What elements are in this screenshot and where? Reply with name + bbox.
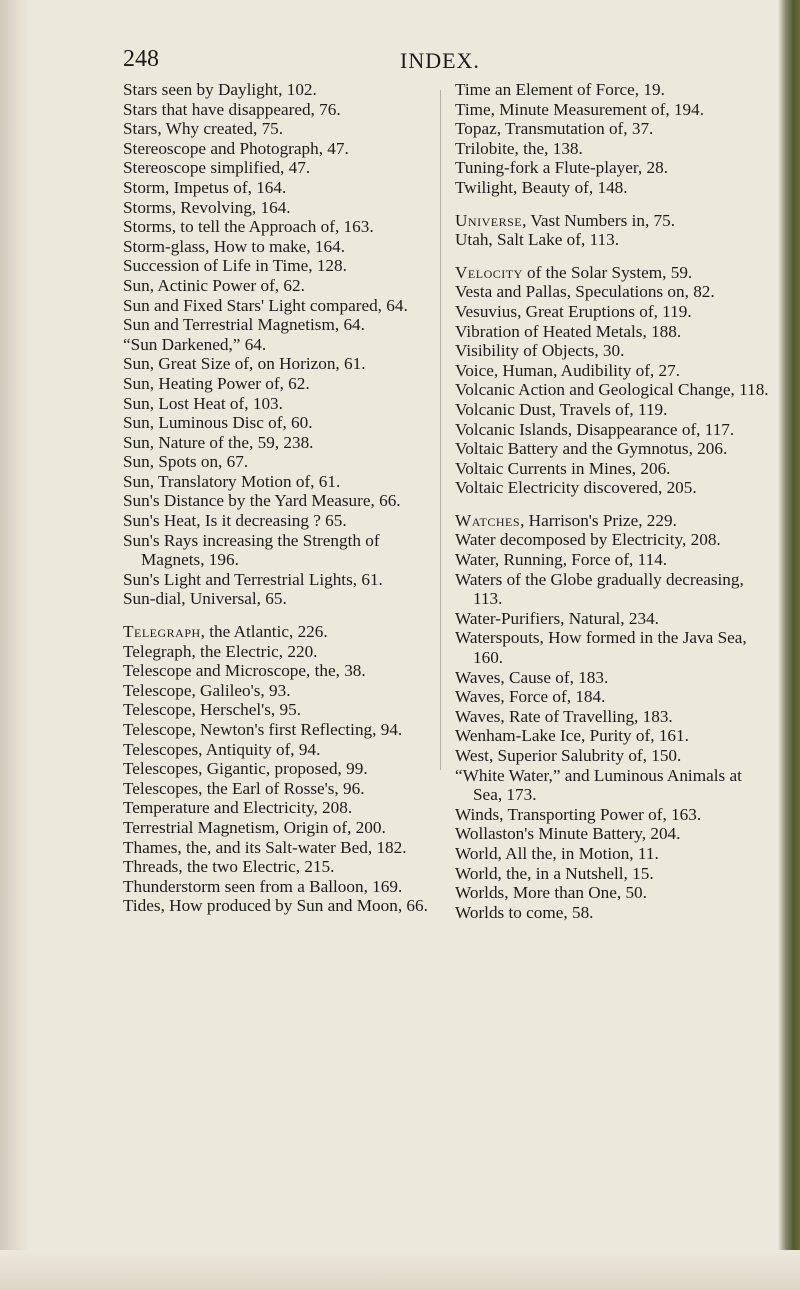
index-entry xyxy=(455,668,770,688)
index-entry-text: Voice, Human, Audibility of, 27. xyxy=(455,360,681,380)
index-entry-text: Sun's Distance by the Yard Measure, 66. xyxy=(123,491,401,511)
index-entry xyxy=(455,230,770,250)
index-entry xyxy=(123,642,435,662)
index-entry xyxy=(123,315,435,335)
index-entry xyxy=(455,302,770,322)
index-entry xyxy=(455,341,770,361)
index-entry xyxy=(455,766,770,805)
index-entry-text: Storm, Impetus of, 164. xyxy=(123,177,287,197)
index-entry-text: Voltaic Currents in Mines, 206. xyxy=(455,458,671,478)
index-entry xyxy=(123,857,435,877)
index-entry xyxy=(123,119,435,139)
index-entry-text: Temperature and Electricity, 208. xyxy=(123,798,353,818)
index-entry-text: Voltaic Battery and the Gymnotus, 206. xyxy=(455,439,728,459)
index-entry xyxy=(123,491,435,511)
index-entry-text: Volcanic Action and Geological Change, 118. xyxy=(455,380,769,400)
index-entry xyxy=(455,282,770,302)
index-entry xyxy=(123,759,435,779)
index-entry-text: Terrestrial Magnetism, Origin of, 200. xyxy=(123,817,386,837)
index-entry xyxy=(123,178,435,198)
index-entry xyxy=(455,570,770,609)
index-entry-text: Telescope, Newton's first Reflecting, 94. xyxy=(123,720,403,739)
index-entry-text: Waterspouts, How formed in the Java Sea, 160. xyxy=(455,628,747,668)
index-entry xyxy=(455,420,770,440)
index-entry-text: Sun, Actinic Power of, 62. xyxy=(123,275,305,295)
index-entry xyxy=(455,211,770,231)
index-entry-text: Worlds to come, 58. xyxy=(455,902,594,922)
page-header xyxy=(0,40,800,80)
index-entry-text: Visibility of Objects, 30. xyxy=(455,341,625,361)
index-entry-text: Telescopes, the Earl of Rosse's, 96. xyxy=(123,778,365,798)
index-entry-text: Volcanic Islands, Disappearance of, 117. xyxy=(455,419,735,439)
index-entry-text: Utah, Salt Lake of, 113. xyxy=(455,230,620,250)
index-entry xyxy=(455,687,770,707)
index-entry-text: Vesuvius, Great Eruptions of, 119. xyxy=(455,301,692,321)
index-entry xyxy=(455,361,770,381)
index-entry-text: Worlds, More than One, 50. xyxy=(455,883,647,903)
index-entry-text: Tides, How produced by Sun and Moon, 66. xyxy=(123,896,428,916)
index-entry xyxy=(455,400,770,420)
index-entry-text: Stereoscope simplified, 47. xyxy=(123,158,311,178)
index-column-right xyxy=(455,80,770,922)
index-entry-text: Stars seen by Daylight, 102. xyxy=(123,80,317,99)
index-entry-text: Waters of the Globe gradually decreasing, 113. xyxy=(455,569,744,609)
index-entry-text: Telegraph, the Electric, 220. xyxy=(123,641,318,661)
index-entry-text: Waves, Rate of Travelling, 183. xyxy=(455,706,673,726)
index-entry xyxy=(123,622,435,642)
index-entry xyxy=(455,380,770,400)
index-entry-text: Telescopes, Gigantic, proposed, 99. xyxy=(123,759,368,779)
index-entry-text: Sun, Translatory Motion of, 61. xyxy=(123,471,341,491)
index-entry-text: Wenham-Lake Ice, Purity of, 161. xyxy=(455,726,689,746)
index-entry xyxy=(123,896,435,916)
index-entry-text: Time an Element of Force, 19. xyxy=(455,80,665,99)
index-entry xyxy=(123,256,435,276)
index-entry-text: Storms, Revolving, 164. xyxy=(123,197,291,217)
index-entry xyxy=(123,139,435,159)
index-entry xyxy=(455,459,770,479)
index-entry-text: Trilobite, the, 138. xyxy=(455,138,583,158)
index-entry xyxy=(455,609,770,629)
index-entry-text: Stereoscope and Photograph, 47. xyxy=(123,138,349,158)
index-entry xyxy=(455,119,770,139)
index-entry-text: Sun, Nature of the, 59, 238. xyxy=(123,432,314,452)
index-entry-text: of the Solar System, 59. xyxy=(522,262,693,282)
index-entry xyxy=(123,661,435,681)
index-entry xyxy=(123,276,435,296)
index-entry xyxy=(455,100,770,120)
index-entry xyxy=(123,589,435,609)
index-entry xyxy=(123,354,435,374)
index-entry xyxy=(455,746,770,766)
index-entry xyxy=(123,80,435,100)
index-entry xyxy=(455,139,770,159)
index-entry-text: World, All the, in Motion, 11. xyxy=(455,843,659,863)
index-entry xyxy=(123,335,435,355)
index-entry xyxy=(455,628,770,667)
index-entry-text: Sun's Heat, Is it decreasing ? 65. xyxy=(123,511,347,531)
index-entry-text: Tuning-fork a Flute-player, 28. xyxy=(455,158,669,178)
index-entry xyxy=(123,570,435,590)
index-entry xyxy=(123,296,435,316)
index-entry-text: Sun-dial, Universal, 65. xyxy=(123,589,287,609)
index-entry xyxy=(455,883,770,903)
index-entry xyxy=(455,511,770,531)
index-entry-text: Water, Running, Force of, 114. xyxy=(455,550,668,570)
book-gutter xyxy=(0,0,30,1290)
index-entry xyxy=(123,413,435,433)
index-entry xyxy=(123,100,435,120)
page-edge xyxy=(778,0,800,1290)
index-entry-text: Water decomposed by Electricity, 208. xyxy=(455,530,721,550)
index-entry xyxy=(123,838,435,858)
index-entry xyxy=(123,779,435,799)
index-entry-text: “Sun Darkened,” 64. xyxy=(123,334,267,354)
index-entry-text: Water-Purifiers, Natural, 234. xyxy=(455,608,659,628)
index-entry xyxy=(455,707,770,727)
index-entry xyxy=(455,844,770,864)
index-entry xyxy=(455,824,770,844)
index-entry-text: Stars that have disappeared, 76. xyxy=(123,99,341,119)
index-entry xyxy=(455,805,770,825)
index-entry-text: Twilight, Beauty of, 148. xyxy=(455,177,628,197)
index-entry-text: Voltaic Electricity discovered, 205. xyxy=(455,478,697,498)
index-entry xyxy=(123,198,435,218)
index-entry-text: Waves, Force of, 184. xyxy=(455,687,606,707)
index-entry xyxy=(455,530,770,550)
index-entry xyxy=(123,452,435,472)
index-entry-text: Vesta and Pallas, Speculations on, 82. xyxy=(455,282,715,302)
index-entry-text: , Harrison's Prize, 229. xyxy=(520,510,677,530)
index-entry xyxy=(123,818,435,838)
index-entry xyxy=(455,322,770,342)
index-entry xyxy=(123,217,435,237)
index-entry xyxy=(455,864,770,884)
page-bottom-edge xyxy=(0,1250,800,1290)
index-entry xyxy=(123,720,435,740)
index-entry-text: Sun, Luminous Disc of, 60. xyxy=(123,413,313,433)
index-entry-text: Time, Minute Measurement of, 194. xyxy=(455,99,705,119)
page-number: 248 xyxy=(123,46,159,72)
index-entry-text: World, the, in a Nutshell, 15. xyxy=(455,863,654,883)
index-entry-text: Sun's Rays increasing the Strength of Magnets, 196. xyxy=(123,530,380,570)
index-entry-text: Wollaston's Minute Battery, 204. xyxy=(455,824,681,844)
index-entry-lead-word: Telegraph xyxy=(123,622,201,642)
index-entry-text: Waves, Cause of, 183. xyxy=(455,667,609,687)
index-entry-text: West, Superior Salubrity of, 150. xyxy=(455,746,682,765)
index-entry-text: Winds, Transporting Power of, 163. xyxy=(455,804,702,824)
index-entry-lead-word: Universe xyxy=(455,210,523,230)
index-entry-text: , Vast Numbers in, 75. xyxy=(522,210,676,230)
index-entry xyxy=(455,439,770,459)
index-entry xyxy=(123,681,435,701)
index-entry-text: , the Atlantic, 226. xyxy=(200,622,328,642)
index-entry xyxy=(123,877,435,897)
index-entry-text: Stars, Why created, 75. xyxy=(123,119,284,139)
index-entry-text: Storms, to tell the Approach of, 163. xyxy=(123,217,374,237)
index-entry xyxy=(123,511,435,531)
index-entry xyxy=(455,903,770,923)
index-entry-text: Sun, Great Size of, on Horizon, 61. xyxy=(123,354,366,374)
index-entry xyxy=(123,158,435,178)
index-entry-lead-word: Velocity xyxy=(455,262,523,282)
index-entry-text: Succession of Life in Time, 128. xyxy=(123,256,347,276)
index-entry-text: Sun, Spots on, 67. xyxy=(123,452,249,472)
index-entry xyxy=(455,158,770,178)
index-entry xyxy=(123,531,435,570)
index-entry xyxy=(455,478,770,498)
index-entry xyxy=(123,237,435,257)
index-entry xyxy=(455,263,770,283)
index-entry xyxy=(123,394,435,414)
index-entry-text: Telescope, Galileo's, 93. xyxy=(123,680,291,700)
index-entry-text: Threads, the two Electric, 215. xyxy=(123,857,335,877)
index-entry xyxy=(455,80,770,100)
index-entry-lead-word: Watches xyxy=(455,510,521,530)
index-entry xyxy=(123,433,435,453)
index-entry-text: Telescope, Herschel's, 95. xyxy=(123,700,302,720)
index-entry-text: Telescope and Microscope, the, 38. xyxy=(123,661,366,681)
index-entry xyxy=(123,740,435,760)
page-title: INDEX. xyxy=(400,48,480,73)
index-entry-text: Sun, Lost Heat of, 103. xyxy=(123,393,283,413)
index-entry-text: Sun's Light and Terrestrial Lights, 61. xyxy=(123,569,383,589)
index-entry xyxy=(123,700,435,720)
index-entry-text: Thunderstorm seen from a Balloon, 169. xyxy=(123,876,403,896)
index-entry-text: Vibration of Heated Metals, 188. xyxy=(455,321,682,341)
index-entry xyxy=(123,472,435,492)
index-entry-text: Sun and Terrestrial Magnetism, 64. xyxy=(123,315,365,335)
index-entry-text: Sun, Heating Power of, 62. xyxy=(123,373,310,393)
index-entry xyxy=(455,178,770,198)
index-entry xyxy=(455,726,770,746)
index-entry xyxy=(123,374,435,394)
index-entry-text: Storm-glass, How to make, 164. xyxy=(123,236,345,256)
index-entry-text: Volcanic Dust, Travels of, 119. xyxy=(455,399,668,419)
index-entry xyxy=(123,798,435,818)
index-entry xyxy=(455,550,770,570)
index-entry-text: “White Water,” and Luminous Animals at Sea, 173. xyxy=(455,765,742,805)
index-column-left xyxy=(123,80,435,916)
index-entry-text: Topaz, Transmutation of, 37. xyxy=(455,119,654,139)
index-entry-text: Telescopes, Antiquity of, 94. xyxy=(123,739,321,759)
index-entry-text: Thames, the, and its Salt-water Bed, 182. xyxy=(123,837,407,857)
index-entry-text: Sun and Fixed Stars' Light compared, 64. xyxy=(123,295,408,315)
column-divider xyxy=(440,90,441,770)
